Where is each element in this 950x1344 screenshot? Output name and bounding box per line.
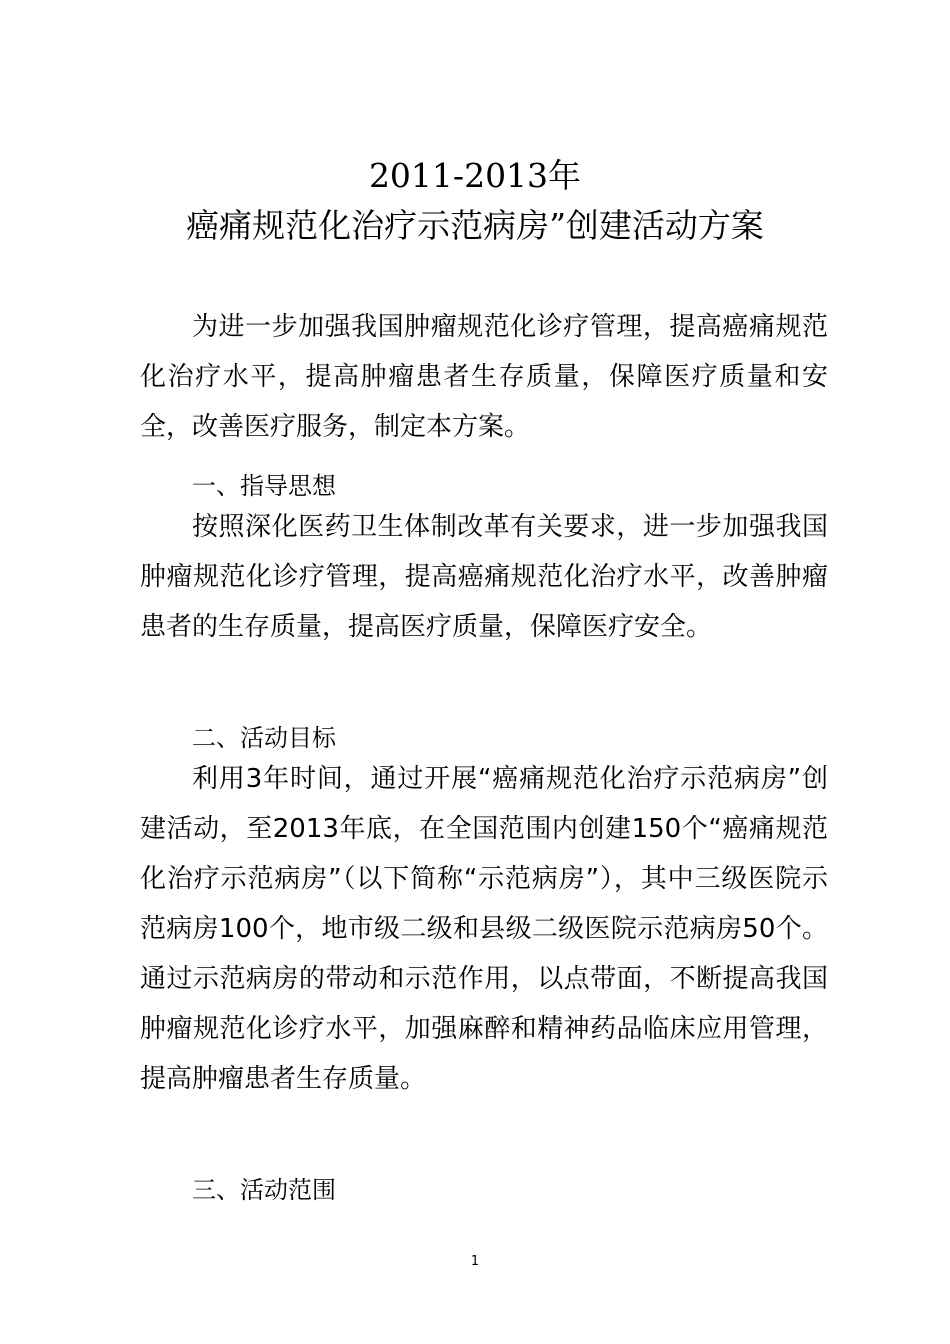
document-title: 癌痛规范化治疗示范病房”创建活动方案: [186, 206, 764, 245]
intro-section: [140, 302, 828, 452]
section-heading: 三、活动范围: [192, 1176, 336, 1204]
section-1-body: [140, 502, 828, 652]
section-3-header: [140, 1165, 828, 1215]
section-heading: 二、活动目标: [192, 724, 336, 752]
page-number: 1: [470, 1254, 480, 1269]
section-paragraph: 利用3年时间，通过开展“癌痛规范化治疗示范病房”创建活动，至2013年底，在全国范围内创建150个“癌痛规范化治疗示范病房”（以下简称“示范病房”），其中三级医院示范病房100个，地市级二级和县级二级医院示范病房50个。通过示范病房的带动和示范作用，以点带面，不断提高我国肿瘤规范化诊疗水平，加强麻醉和精神药品临床应用管理，提高肿瘤患者生存质量。: [140, 764, 828, 1094]
intro-paragraph: 为进一步加强我国肿瘤规范化诊疗管理，提高癌痛规范化治疗水平，提高肿瘤患者生存质量，保障医疗质量和安全，改善医疗服务，制定本方案。: [140, 312, 828, 442]
document-title-year: 2011-2013年: [368, 156, 582, 195]
section-2-body: [140, 754, 828, 1104]
section-paragraph: 按照深化医药卫生体制改革有关要求，进一步加强我国肿瘤规范化诊疗管理，提高癌痛规范化治疗水平，改善肿瘤患者的生存质量，提高医疗质量，保障医疗安全。: [140, 512, 828, 642]
section-heading: 一、指导思想: [192, 472, 336, 500]
